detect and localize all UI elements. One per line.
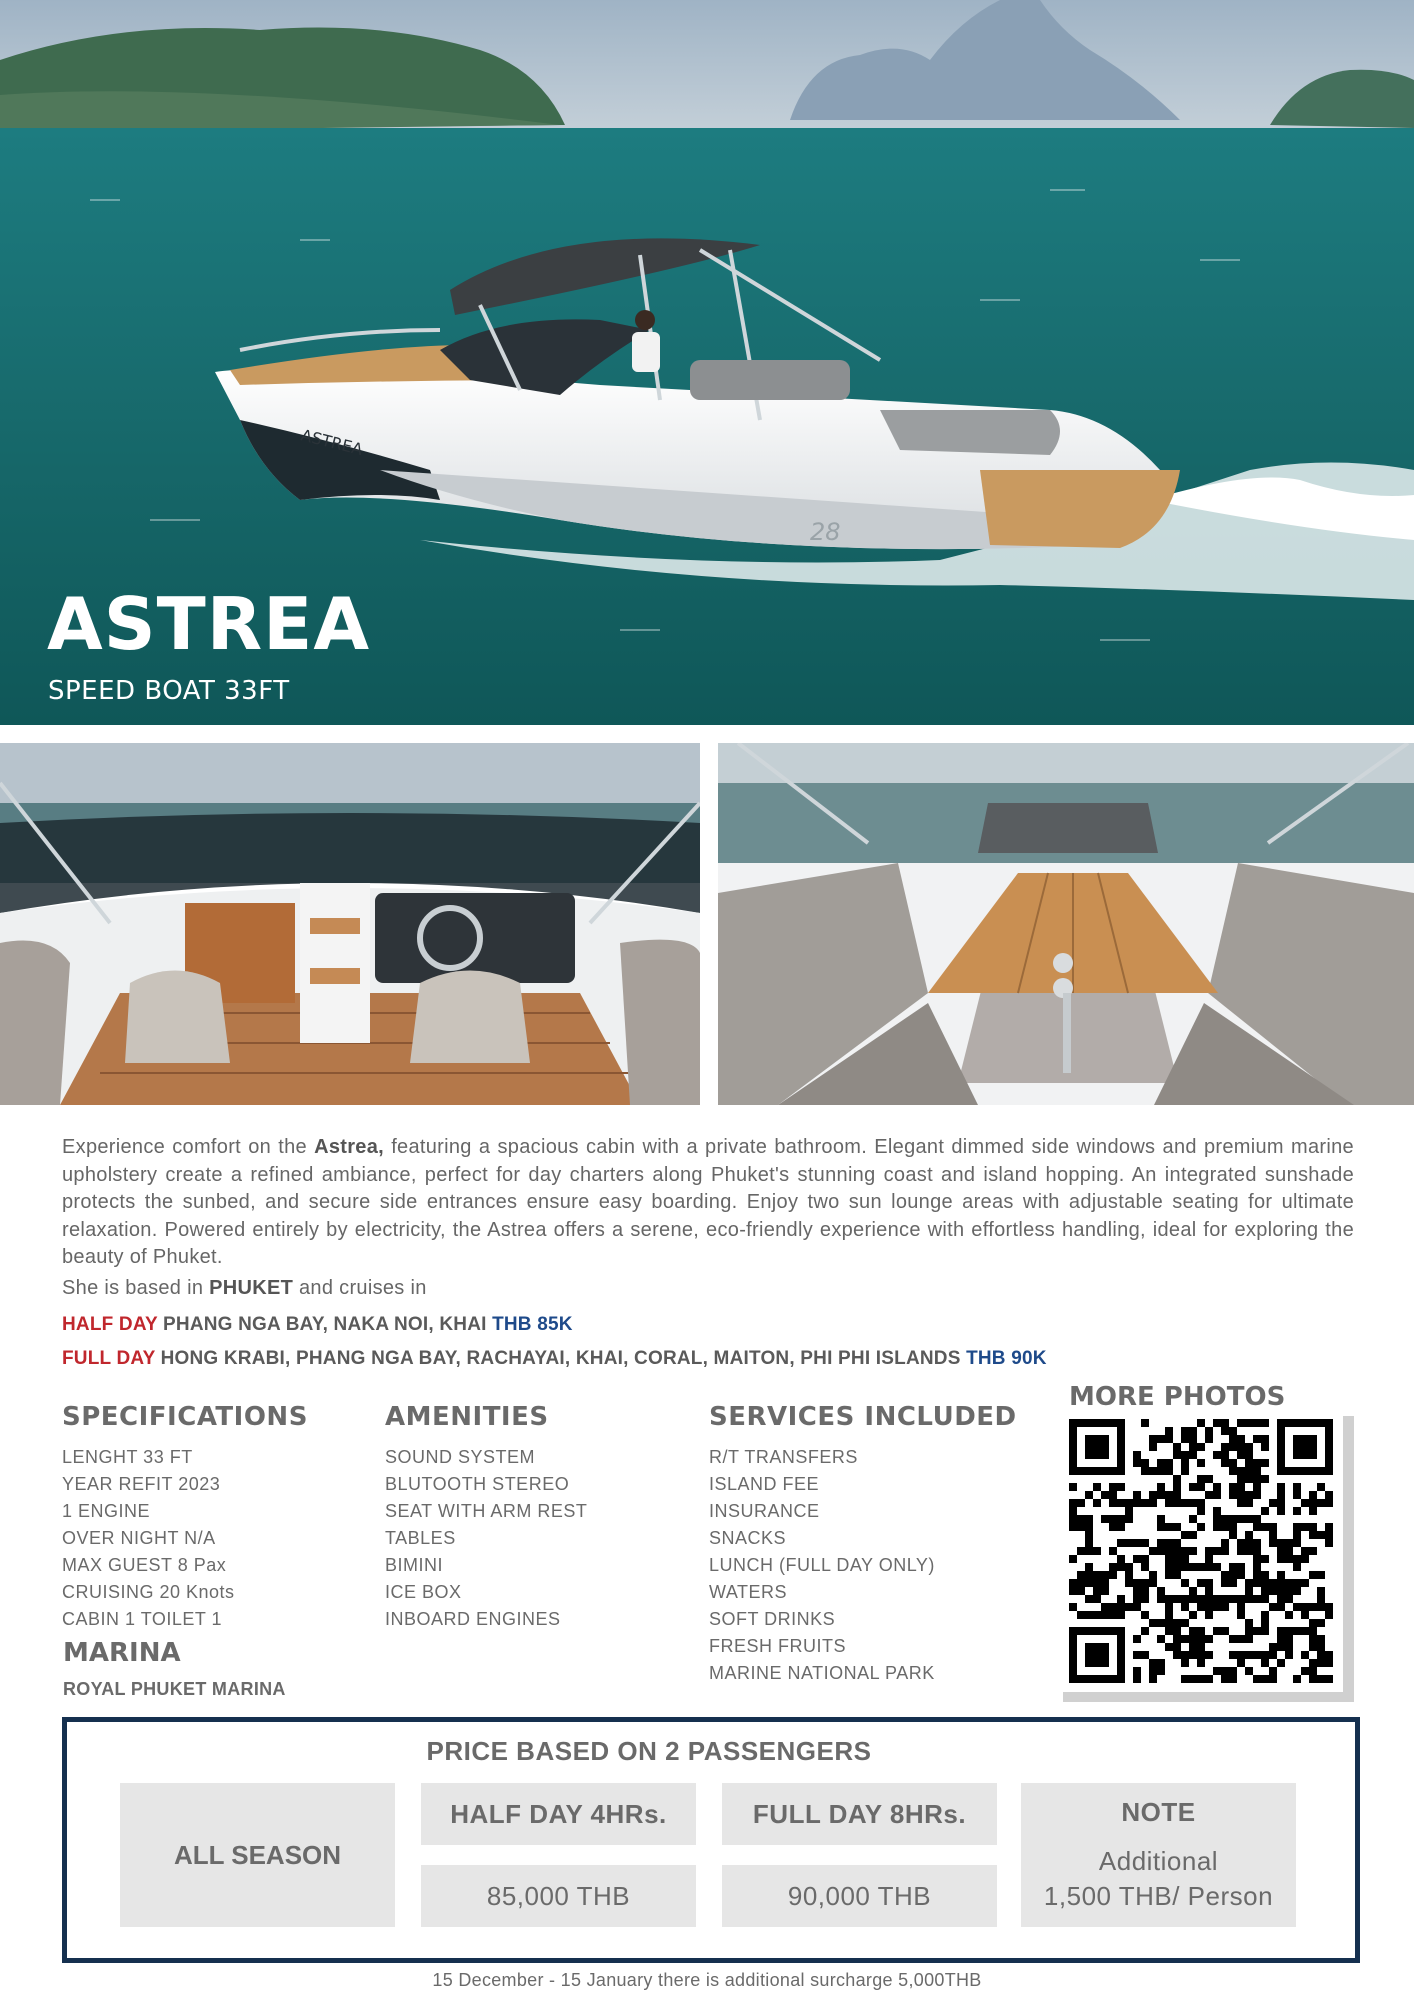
route-half-day [62,1314,573,1336]
services-section [709,1402,1017,1687]
surcharge-note: 15 December - 15 January there is additional surcharge 5,000THB [432,1970,982,1990]
half-day-label: HALF DAY [62,1314,158,1335]
note-line-2: 1,500 THB/ Person [1043,1880,1274,1911]
services-list [709,1444,1017,1687]
list-item: SEAT WITH ARM REST [385,1501,588,1521]
list-item: SNACKS [709,1528,787,1548]
services-heading: SERVICES INCLUDED [709,1402,1017,1432]
list-item: YEAR REFIT 2023 [62,1474,221,1494]
list-item: LUNCH (FULL DAY ONLY) [709,1555,935,1575]
list-item: R/T TRANSFERS [709,1447,858,1467]
list-item: TABLES [385,1528,456,1548]
description: Experience comfort on the Astrea, featuring a spacious cabin with a private bathroom. Elegant dimmed side windows and premium marine upholstery create a refined ambiance, perfect for day charters along Phuket's stunning coast and island hopping. An integrated sunshade protects the sunbed, and secure side entrances ensure easy boarding. Enjoy two sun lounge areas with adjustable seating for ultimate relaxation. Powered entirely by electricity, the Astrea offers a serene, eco-friendly experience with effortless handling, ideal for exploring the beauty of Phuket. [62,1136,1354,1268]
lounge-illustration [718,743,1414,1105]
full-day-places: HONG KRABI, PHANG NGA BAY, RACHAYAI, KHAI, CORAL, MAITON, PHI PHI ISLANDS [155,1348,967,1369]
marina-name: ROYAL PHUKET MARINA [63,1679,286,1699]
list-item: LENGHT 33 FT [62,1447,193,1467]
full-day-header: FULL DAY 8HRs. [722,1783,997,1845]
half-day-places: PHANG NGA BAY, NAKA NOI, KHAI [157,1314,493,1335]
list-item: SOUND SYSTEM [385,1447,536,1467]
list-item: ICE BOX [385,1582,462,1602]
list-item: ISLAND FEE [709,1474,820,1494]
pricing-title: PRICE BASED ON 2 PASSENGERS [426,1736,872,1766]
list-item: BLUTOOTH STEREO [385,1474,570,1494]
list-item: OVER NIGHT N/A [62,1528,216,1548]
specifications-section [62,1402,308,1633]
note-header: NOTE [1121,1796,1196,1827]
more-photos-heading: MORE PHOTOS [1069,1382,1286,1412]
list-item: WATERS [709,1582,787,1602]
list-item: BIMINI [385,1555,444,1575]
list-item: 1 ENGINE [62,1501,151,1521]
half-day-price-cell: 85,000 THB [421,1865,696,1927]
svg-text:28: 28 [810,518,841,546]
full-day-price: THB 90K [966,1348,1047,1369]
helm-photo [0,743,700,1105]
qr-code-icon [1069,1419,1333,1683]
based-location: PHUKET [209,1277,294,1299]
amenities-list [385,1444,587,1633]
list-item: SOFT DRINKS [709,1609,836,1629]
half-day-price: THB 85K [492,1314,573,1335]
amenities-section [385,1402,587,1633]
list-item: MARINE NATIONAL PARK [709,1663,935,1683]
amenities-heading: AMENITIES [385,1402,549,1432]
list-item: CABIN 1 TOILET 1 [62,1609,223,1629]
note-line-1: Additional [1098,1845,1219,1876]
half-day-header: HALF DAY 4HRs. [421,1783,696,1845]
boat-name: Astrea, [314,1136,385,1158]
marina-heading: MARINA [63,1638,181,1668]
list-item: CRUISING 20 Knots [62,1582,235,1602]
specifications-heading: SPECIFICATIONS [62,1402,308,1432]
helm-illustration [0,743,700,1105]
route-full-day [62,1348,1047,1370]
full-day-label: FULL DAY [62,1348,156,1369]
list-item: MAX GUEST 8 Pax [62,1555,227,1575]
full-day-price-cell: 90,000 THB [722,1865,997,1927]
season-cell: ALL SEASON [120,1783,395,1927]
svg-text:ASTREA: ASTREA [299,425,365,460]
specifications-list [62,1444,308,1633]
boat-title: ASTREA [47,582,371,666]
list-item: INBOARD ENGINES [385,1609,561,1629]
list-item: INSURANCE [709,1501,820,1521]
list-item: FRESH FRUITS [709,1636,847,1656]
based-in: She is based in PHUKET and cruises in [62,1277,427,1299]
boat-subtitle: SPEED BOAT 33FT [48,676,290,706]
hero-photo [0,0,1414,725]
qr-code[interactable] [1063,1416,1343,1692]
lounge-photo [718,743,1414,1105]
note-cell [1021,1783,1296,1927]
